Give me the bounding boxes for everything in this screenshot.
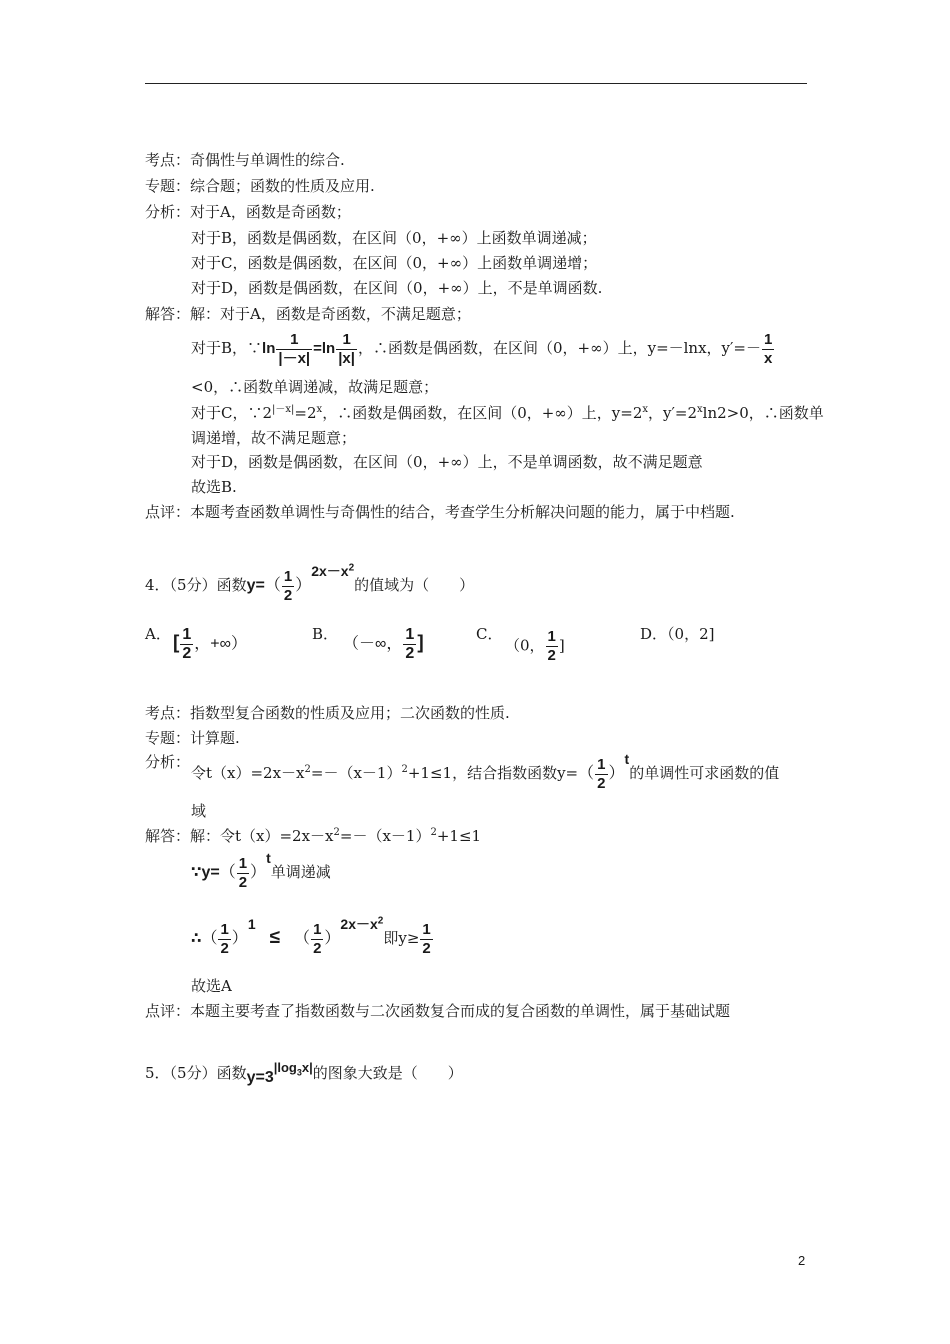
q3-b-frac1 <box>276 331 312 368</box>
q3-b-frac1-num: 1 <box>290 330 299 348</box>
q3-option-b-reasoning <box>191 330 775 368</box>
q4-fenxi-half: $\frac{1}{2}$ <box>597 755 606 792</box>
q4-stem-prefix: 4．（5分）函数 <box>145 576 247 594</box>
q3-b-prefix: 对于B，∵ <box>191 339 263 357</box>
q4-zhuanti: 专题：计算题. <box>145 729 240 747</box>
q4-therefore-half1: $\frac{1}{2}$ <box>220 920 229 957</box>
q3-c-sup4: x <box>697 404 703 415</box>
q3-fenxi: 分析：对于A，函数是奇函数； <box>145 203 351 221</box>
q3-b-frac3-num: 1 <box>764 330 773 348</box>
q3-c-d: ，y′=2 <box>648 404 698 422</box>
q4-opt-a-label: A． <box>145 625 171 643</box>
q3-jieda: 解答：解：对于A，函数是奇函数，不满足题意； <box>145 305 471 323</box>
q4-option-b-value: （－∞， $\frac{1}{2}$ ] <box>343 626 424 662</box>
q4-therefore-half3: $\frac{1}{2}$ <box>422 920 431 957</box>
q4-fenxi-t: t <box>624 751 630 767</box>
q3-c-a: 对于C，∵2 <box>191 404 273 422</box>
q4-option-a[interactable] <box>145 624 171 644</box>
q4-opt-b-frac: $\frac{1}{2}$ <box>405 626 415 662</box>
q4-option-b[interactable] <box>312 624 338 644</box>
q3-zhuanti: 专题：综合题；函数的性质及应用. <box>145 177 375 195</box>
q3-b-frac2-num: 1 <box>342 330 351 348</box>
q4-opt-a-frac: $\frac{1}{2}$ <box>182 626 192 662</box>
q3-c-sup2: x <box>316 404 323 415</box>
q4-half <box>282 568 294 605</box>
q4-opt-c-frac: $\frac{1}{2}$ <box>547 628 556 664</box>
q3-d-line: 对于D，函数是偶函数，在区间（0，+∞）上，不是单调函数，故不满足题意 <box>191 453 703 471</box>
q3-b-line2: <0，∴函数单调递减，故满足题意； <box>191 378 439 396</box>
q4-option-d[interactable]: D．（0，2] <box>640 625 715 643</box>
q3-b-frac3-den: x <box>764 349 773 367</box>
q4-opt-b-label: B． <box>312 625 339 643</box>
q3-c-line2: 调递增，故不满足题意； <box>191 429 357 447</box>
q4-therefore-exp: $2x-x^2$ <box>340 915 384 932</box>
q4-jieda: 解答：解：令$t(x)=2x-x^2=-(x-1)^2+1\le 1$ <box>145 827 482 845</box>
q4-half-num: 1 <box>283 567 293 585</box>
q4-option-c-value: （0， $\frac{1}{2}$ ] <box>505 628 565 664</box>
q4-fenxi-label: 分析： <box>145 753 191 771</box>
q5-exp: $|\log_3x|$ <box>273 1060 313 1078</box>
q4-exponent: $2x-x^2$ <box>311 562 355 579</box>
q4-fenxi-e: 域 <box>191 802 207 820</box>
q3-choose: 故选B. <box>191 478 237 496</box>
q3-b-frac2-den: |x| <box>338 349 355 367</box>
q3-c-c: ，∴函数是偶函数，在区间（0，+∞）上，y=2 <box>322 404 643 422</box>
q4-option-c[interactable] <box>476 624 502 644</box>
q4-option-a-value: [ $\frac{1}{2}$ ，+∞） <box>173 626 247 662</box>
q3-fenxi-d: 对于D，函数是偶函数，在区间（0，+∞）上，不是单调函数. <box>191 279 603 297</box>
q4-y-eq: y= <box>246 577 265 594</box>
q3-b-mid: ，∴函数是偶函数，在区间（0，+∞）上，y=－lnx，y′=－ <box>357 339 762 357</box>
q3-b-ln1: ln <box>262 340 276 357</box>
q4-half-den: 2 <box>283 586 293 604</box>
q4-stem-suffix: 的值域为（ ） <box>354 576 475 594</box>
page-number: 2 <box>798 1253 806 1268</box>
q5-stem: 5．（5分）函数$y=3|\log_3x|$的图象大致是（ ） <box>145 1060 463 1086</box>
q3-dianping: 点评：本题考查函数单调性与奇偶性的结合，考查学生分析解决问题的能力，属于中档题. <box>145 503 735 521</box>
q4-because: ∵y=（ $\frac{1}{2}$ ）t单调递减 <box>191 850 331 891</box>
q3-b-frac1-den: |－x| <box>278 349 311 367</box>
q4-choose: 故选A <box>191 977 232 995</box>
q4-fenxi: 令$t(x)=2x-x^2=-(x-1)^2+1\le 1$，结合指数函数y=（ $\frac{1}{2}$ ）t的单调性可求函数的值 <box>191 751 780 792</box>
q3-kaodian: 考点：奇偶性与单调性的综合. <box>145 151 345 169</box>
q3-c-sup3: x <box>642 404 649 415</box>
q3-fenxi-b: 对于B，函数是偶函数，在区间（0，+∞）上函数单调递减； <box>191 229 597 247</box>
q3-c-sup1: |－x| <box>272 404 295 415</box>
q4-stem: 4．（5分）函数y=（ $\frac{1}{2}$ ）$2x-x^2$的值域为（ ） <box>145 562 475 604</box>
q4-therefore: ∴（ $\frac{1}{2}$ ）1≤ （ $\frac{1}{2}$ ）$2x-x^2$即y≥ $\frac{1}{2}$ <box>191 915 431 957</box>
q3-option-c-reasoning <box>191 403 824 423</box>
q4-because-half: $\frac{1}{2}$ <box>238 854 248 891</box>
q4-therefore-half2: $\frac{1}{2}$ <box>313 920 322 957</box>
q3-b-eq: = <box>313 340 322 357</box>
q4-kaodian: 考点：指数型复合函数的性质及应用；二次函数的性质. <box>145 704 510 722</box>
q3-fenxi-c: 对于C，函数是偶函数，在区间（0，+∞）上函数单调递增； <box>191 254 598 272</box>
q3-c-e: ln2>0，∴函数单 <box>702 404 824 422</box>
q3-b-ln2: ln <box>321 340 336 357</box>
q3-b-frac3 <box>762 331 774 368</box>
q3-c-b: =2 <box>294 404 317 422</box>
header-rule <box>145 83 807 84</box>
q4-opt-c-label: C． <box>476 625 503 643</box>
q5-y-eq: y=3 <box>246 1069 274 1086</box>
q3-b-frac2 <box>336 331 357 368</box>
q4-dianping: 点评：本题主要考查了指数函数与二次函数复合而成的复合函数的单调性，属于基础试题 <box>145 1002 731 1020</box>
